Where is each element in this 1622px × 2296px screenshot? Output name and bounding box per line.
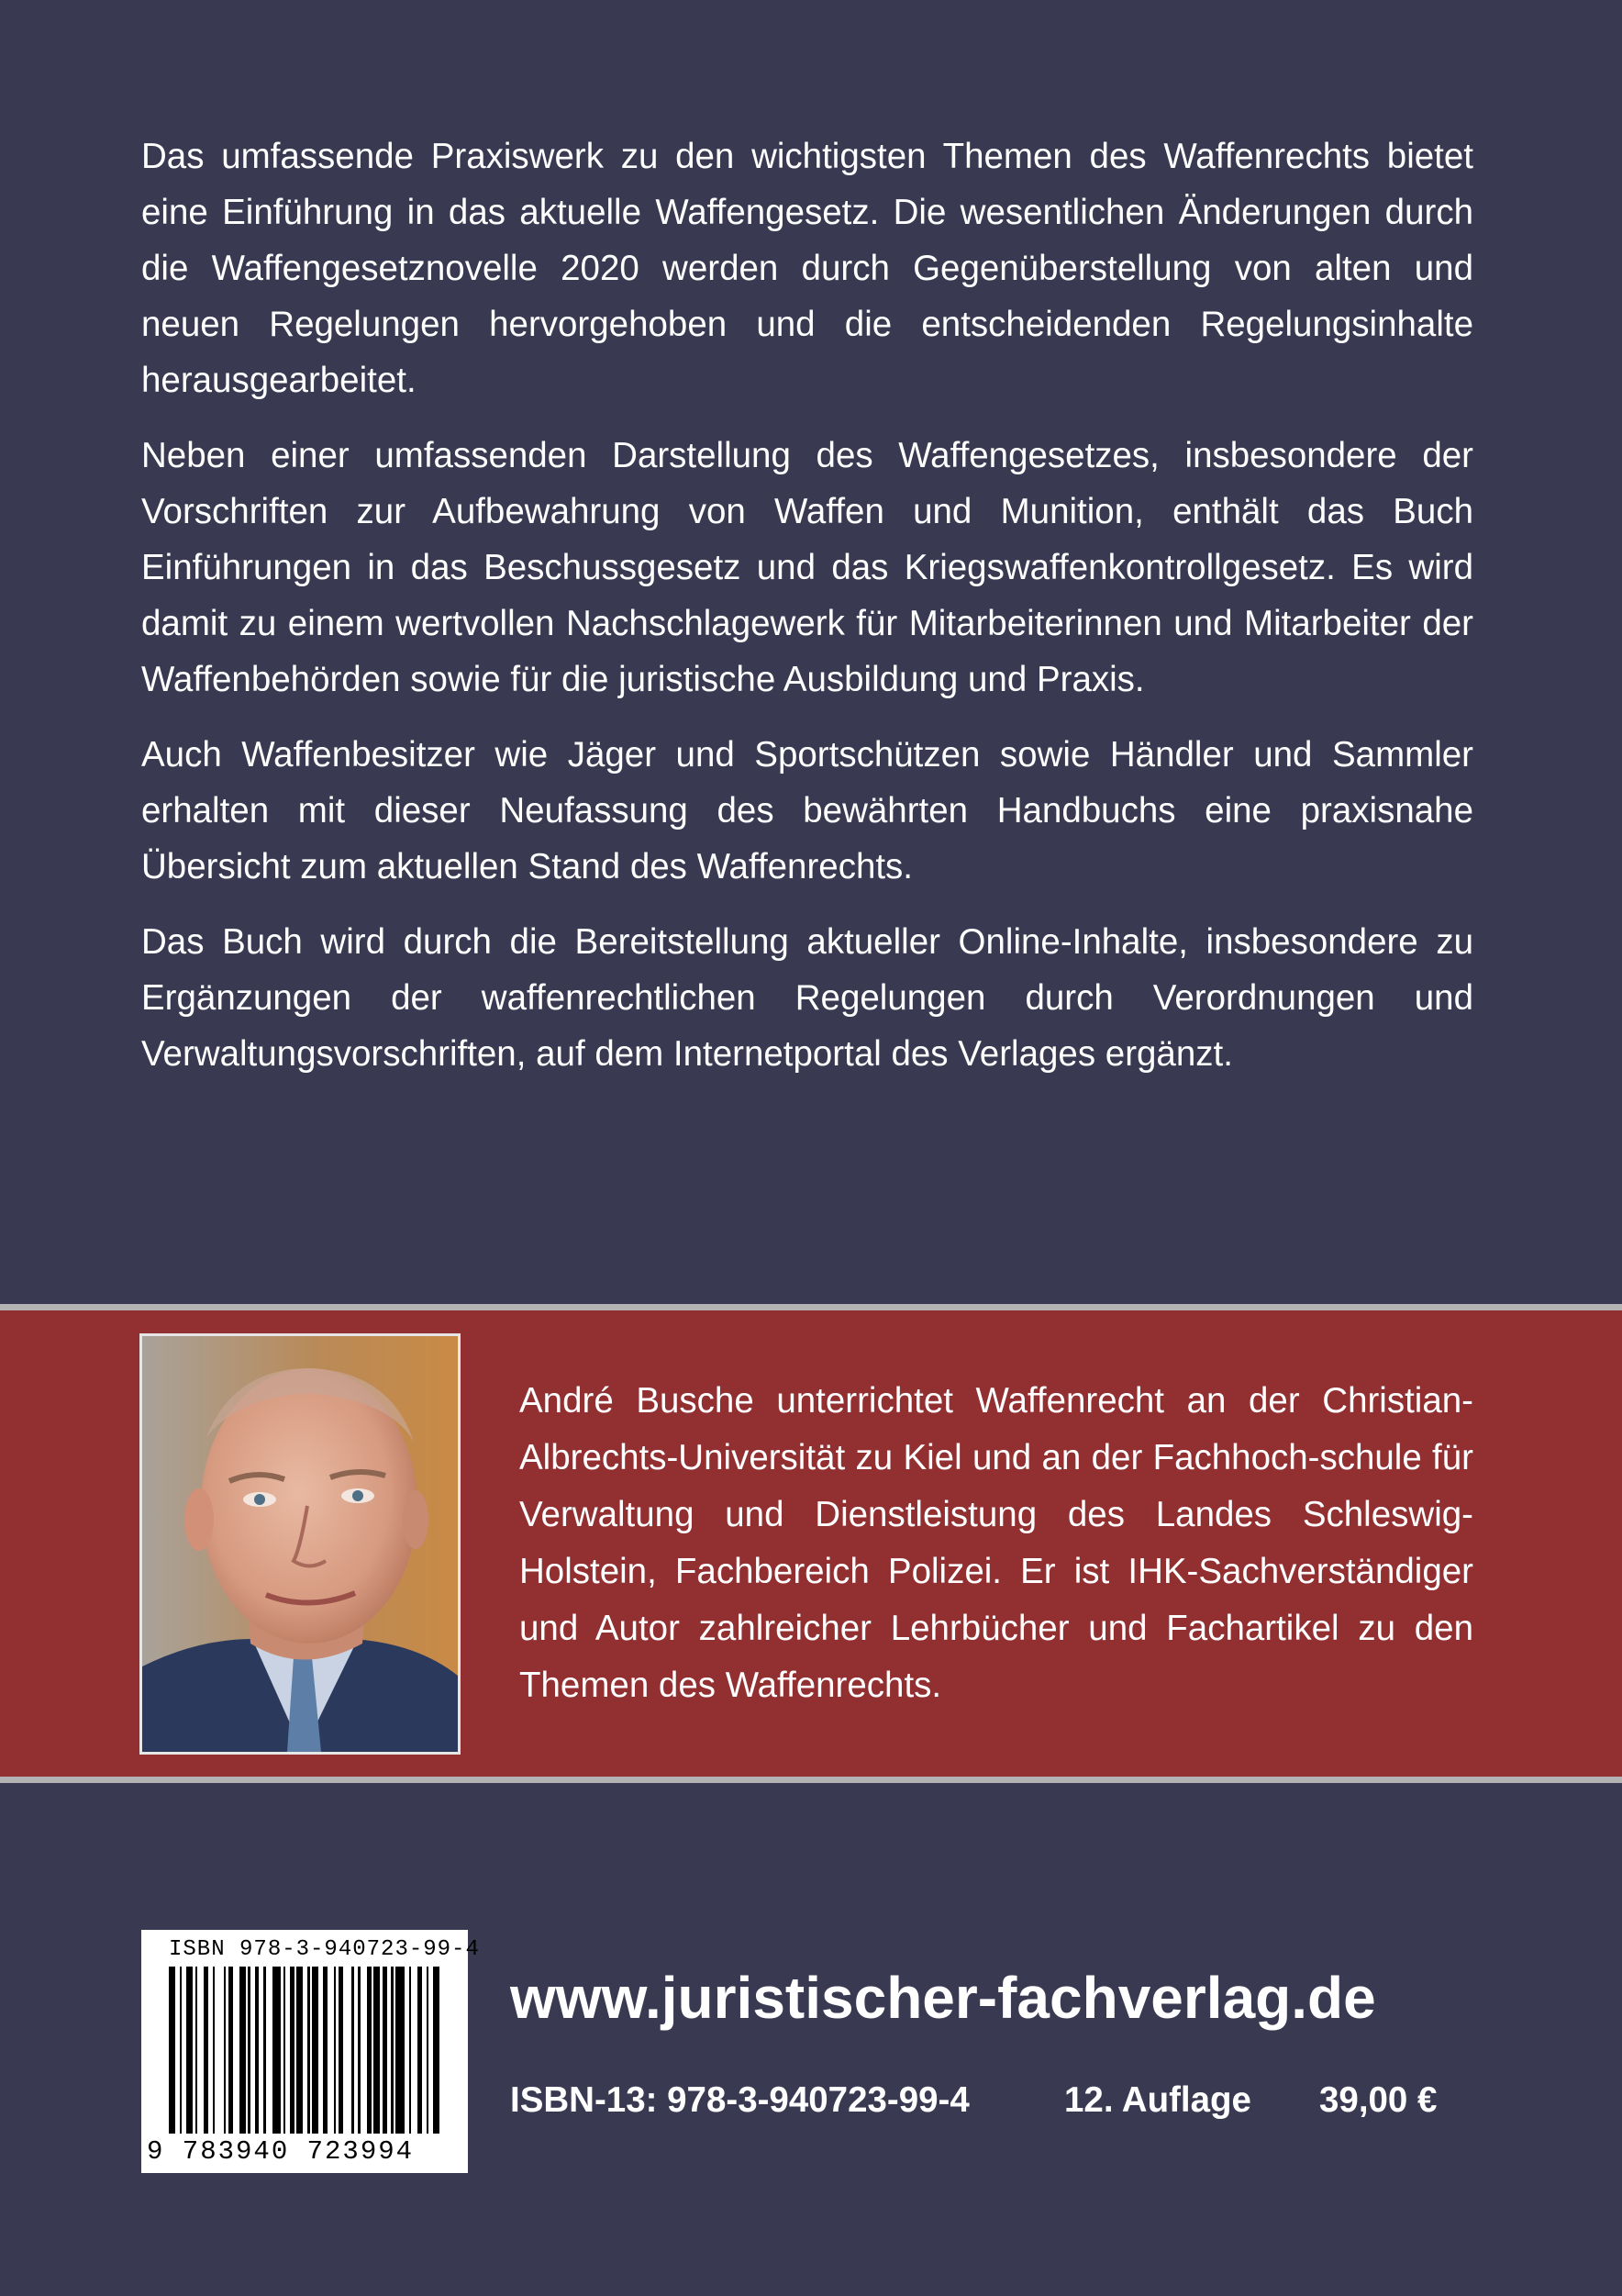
barcode-bar	[312, 1967, 318, 2134]
barcode-bar	[417, 1967, 422, 2134]
barcode-bar	[433, 1967, 439, 2134]
barcode-bar	[367, 1967, 372, 2134]
blurb	[141, 128, 1473, 1101]
author-photo	[139, 1333, 461, 1755]
barcode-bar	[334, 1967, 336, 2134]
barcode-bar	[204, 1967, 208, 2134]
barcode-bar	[395, 1967, 405, 2134]
price-text: 39,00 €	[1319, 2080, 1438, 2120]
barcode-bar	[228, 1967, 233, 2134]
barcode-bar	[169, 1967, 175, 2134]
barcode-bar	[272, 1967, 282, 2134]
barcode-bar	[373, 1967, 380, 2134]
publisher-url[interactable]: www.juristischer-fachverlag.de	[510, 1965, 1376, 2031]
blurb-paragraph-4: Das Buch wird durch die Bereitstellung aktueller Online-Inhalte, insbesondere zu Ergänzungen der waffenrechtlichen Regelungen durch Verordnungen und Verwaltungsvorschriften, auf dem Internetportal des Verlages ergänzt.	[141, 922, 1473, 1074]
barcode-top-text: ISBN 978-3-940723-99-4	[169, 1937, 480, 1962]
edition-text: 12. Auflage	[1064, 2080, 1251, 2120]
barcode-bar	[391, 1967, 393, 2134]
blurb-paragraph-2: Neben einer umfassenden Darstellung des Waffengesetzes, insbesondere der Vorschriften zur Aufbewahrung von Waffen und Munition, enthält das Buch Einführungen in das Beschussgesetz und das Kriegswaffenkontrollgesetz. Es wird damit zu einem wertvollen Nachschlagewerk für Mitarbeiterinnen und Mitarbeiter der Waffenbehörden sowie für die juristische Ausbildung und Praxis.	[141, 436, 1473, 699]
barcode-bar	[383, 1967, 387, 2134]
barcode-bar	[427, 1967, 428, 2134]
barcode-bar	[180, 1967, 182, 2134]
barcode-bar	[339, 1967, 343, 2134]
barcode-bar	[239, 1967, 246, 2134]
blurb-paragraph-1: Das umfassende Praxiswerk zu den wichtigsten Themen des Waffenrechts bietet eine Einführung in das aktuelle Waffengesetz. Die wesentlichen Änderungen durch die Waffengesetznovelle 2020 werden durch Gegenüberstellung von alten und neuen Regelungen hervorgehoben und die entscheidenden Regelungsinhalte herausgearbeitet.	[141, 137, 1473, 400]
barcode-bar	[263, 1967, 265, 2134]
isbn-barcode	[141, 1930, 480, 2173]
barcode-bar	[351, 1967, 353, 2134]
barcode-bar	[283, 1967, 285, 2134]
blurb-paragraph-3: Auch Waffenbesitzer wie Jäger und Sportschützen sowie Händler und Sammler erhalten mit dieser Neufassung des bewährten Handbuchs eine praxisnahe Übersicht zum aktuellen Stand des Waffenrechts.	[141, 735, 1473, 886]
isbn-text: ISBN-13: 978-3-940723-99-4	[510, 2080, 970, 2120]
barcode-bar	[358, 1967, 360, 2134]
author-bio: André Busche unterrichtet Waffenrecht an der Christian-Albrechts-Universität zu Kiel und an der Fachhoch-schule für Verwaltung und Dienstleistung des Landes Schleswig-Holstein, Fachbereich Polizei. Er ist IHK-Sachverständiger und Autor zahlreicher Lehrbücher und Fachartikel zu den Themen des Waffenrechts.	[519, 1381, 1473, 1705]
barcode-bar	[323, 1967, 328, 2134]
barcode-bar	[224, 1967, 226, 2134]
barcode-bar	[186, 1967, 193, 2134]
barcode-bar	[290, 1967, 294, 2134]
barcode-bar	[307, 1967, 309, 2134]
band-bottom-line	[0, 1777, 1622, 1783]
band-top-line	[0, 1304, 1622, 1310]
barcode-bar	[409, 1967, 411, 2134]
barcode-bar	[255, 1967, 260, 2134]
barcode-bar	[195, 1967, 197, 2134]
barcode-bar	[296, 1967, 303, 2134]
barcode-bar	[213, 1967, 215, 2134]
barcode-bottom-text: 9 783940 723994	[147, 2136, 415, 2167]
barcode-bars	[169, 1967, 458, 2134]
barcode-bar	[248, 1967, 250, 2134]
